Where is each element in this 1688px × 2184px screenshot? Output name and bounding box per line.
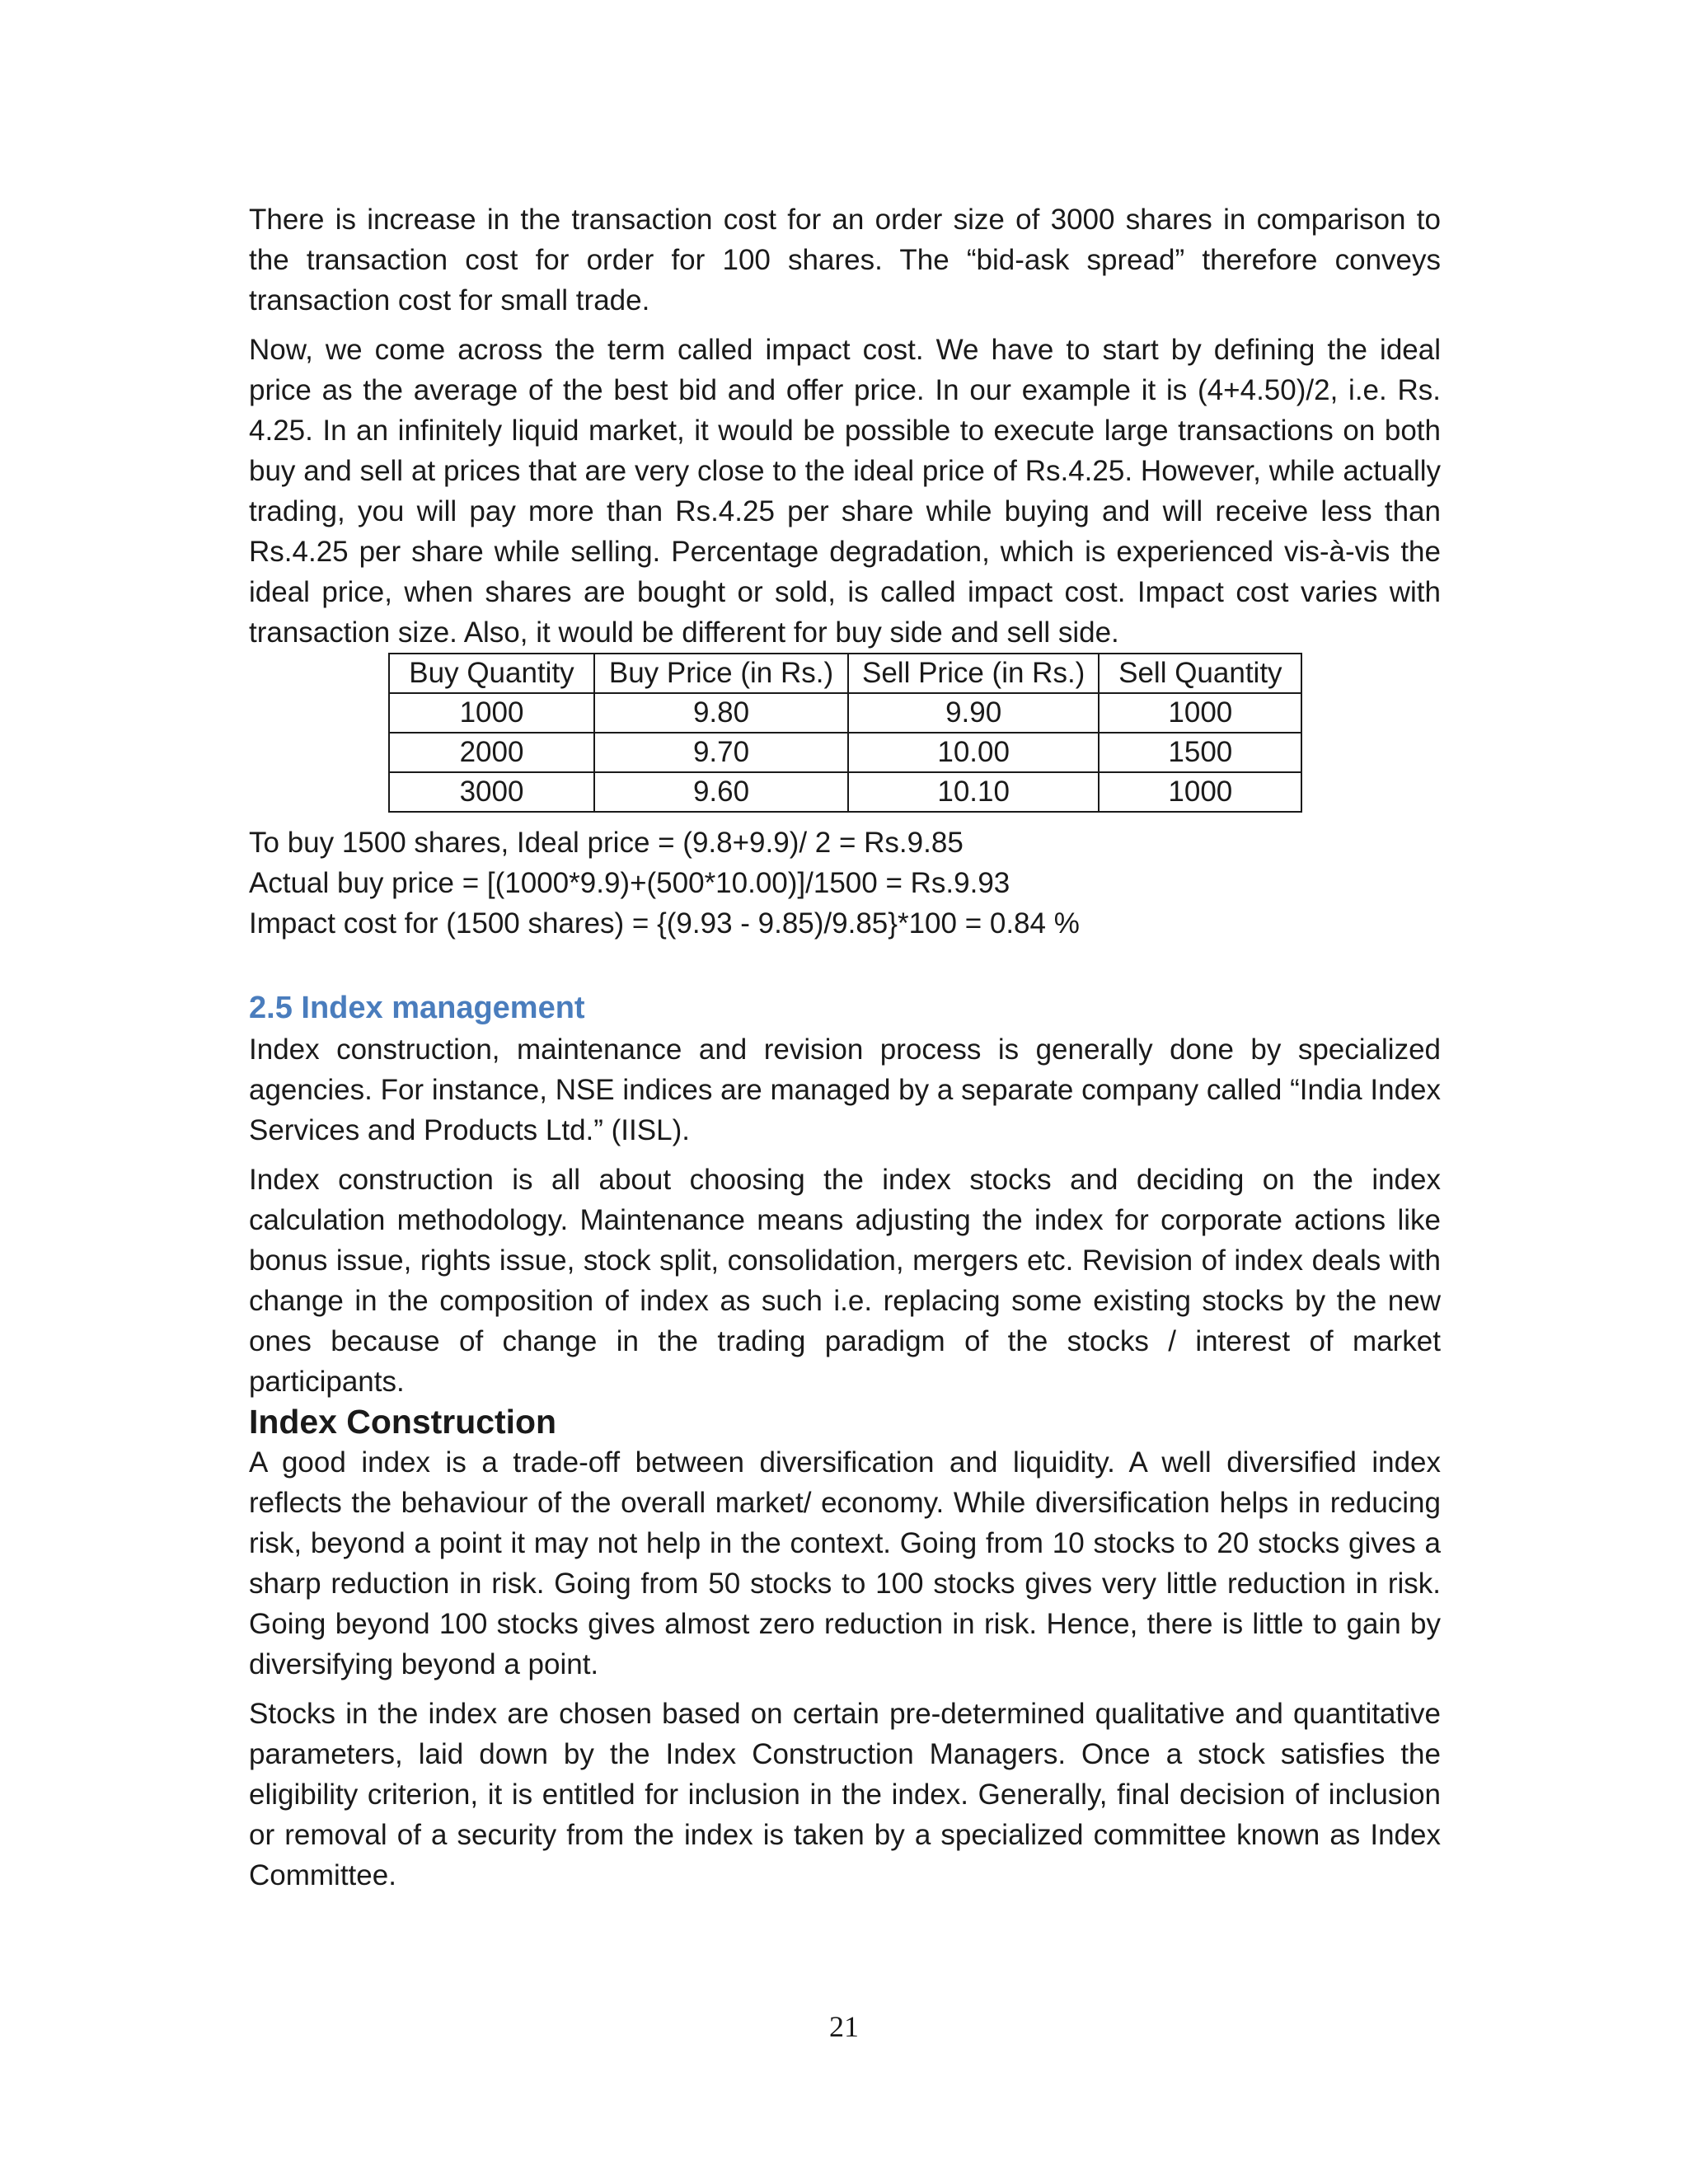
header-sell-quantity: Sell Quantity [1099,654,1301,693]
calculation-impact-cost: Impact cost for (1500 shares) = {(9.93 - 9.85)/9.85}*100 = 0.84 % [249,907,1080,940]
table-cell: 9.70 [594,733,848,772]
table-cell: 3000 [389,772,594,812]
paragraph-index-maintenance: Index construction is all about choosing the index stocks and deciding on the index calculation methodology. Maintenance means adjusting the index for corporate actions like bonus issue, rights issue, stock split, consolidation, mergers etc. Revision of index deals with change in the composition of index as such i.e. replacing some existing stocks by the new ones because of change in the trading paradigm of the stocks / interest of market participants. [249,1164,1441,1398]
table-cell: 2000 [389,733,594,772]
table-cell: 10.10 [848,772,1099,812]
subheading-index-construction: Index Construction [249,1403,556,1441]
header-buy-price: Buy Price (in Rs.) [594,654,848,693]
table-cell: 1000 [389,693,594,733]
table-header-row [389,654,1301,693]
table-cell: 9.90 [848,693,1099,733]
table-cell: 1000 [1099,693,1301,733]
paragraph-diversification: A good index is a trade-off between diversification and liquidity. A well diversified index reflects the behaviour of the overall market/ economy. While diversification helps in reducing risk, beyond a point it may not help in the context. Going from 10 stocks to 20 stocks gives a sharp reduction in risk. Going from 50 stocks to 100 stocks gives very little reduction in risk. Going beyond 100 stocks gives almost zero reduction in risk. Hence, there is little to gain by diversifying beyond a point. [249,1446,1441,1680]
table-row [389,772,1301,812]
paragraph-impact-cost: Now, we come across the term called impact cost. We have to start by defining the ideal price as the average of the best bid and offer price. In our example it is (4+4.50)/2, i.e. Rs. 4.25. In an infinitely liquid market, it would be possible to execute large transactions on both buy and sell at prices that are very close to the ideal price of Rs.4.25. However, while actually trading, you will pay more than Rs.4.25 per share while buying and will receive less than Rs.4.25 per share while selling. Percentage degradation, which is experienced vis-à-vis the ideal price, when shares are bought or sold, is called impact cost. Impact cost varies with transaction size. Also, it would be different for buy side and sell side. [249,334,1441,649]
paragraph-stock-selection: Stocks in the index are chosen based on certain pre-determined qualitative and quantitative parameters, laid down by the Index Construction Managers. Once a stock satisfies the eligibility criterion, it is entitled for inclusion in the index. Generally, final decision of inclusion or removal of a security from the index is taken by a specialized committee known as Index Committee. [249,1698,1441,1891]
paragraph-index-agencies: Index construction, maintenance and revision process is generally done by specialized agencies. For instance, NSE indices are managed by a separate company called “India Index Services and Products Ltd.” (IISL). [249,1033,1441,1146]
table-row [389,733,1301,772]
document-page [249,199,1441,1905]
calculation-actual-buy-price: Actual buy price = [(1000*9.9)+(500*10.00)]/1500 = Rs.9.93 [249,867,1010,899]
calculation-ideal-price: To buy 1500 shares, Ideal price = (9.8+9.9)/ 2 = Rs.9.85 [249,827,964,859]
paragraph-bid-ask-spread: There is increase in the transaction cost for an order size of 3000 shares in comparison to the transaction cost for order for 100 shares. The “bid-ask spread” therefore conveys transaction cost for small trade. [249,204,1441,316]
table-cell: 10.00 [848,733,1099,772]
section-heading-index-management: 2.5 Index management [249,991,585,1025]
table-cell: 9.80 [594,693,848,733]
page-number: 21 [829,2010,859,2043]
header-buy-quantity: Buy Quantity [389,654,594,693]
header-sell-price: Sell Price (in Rs.) [848,654,1099,693]
table-cell: 9.60 [594,772,848,812]
table-cell: 1500 [1099,733,1301,772]
table-cell: 1000 [1099,772,1301,812]
impact-cost-table [388,653,1302,813]
table-row [389,693,1301,733]
